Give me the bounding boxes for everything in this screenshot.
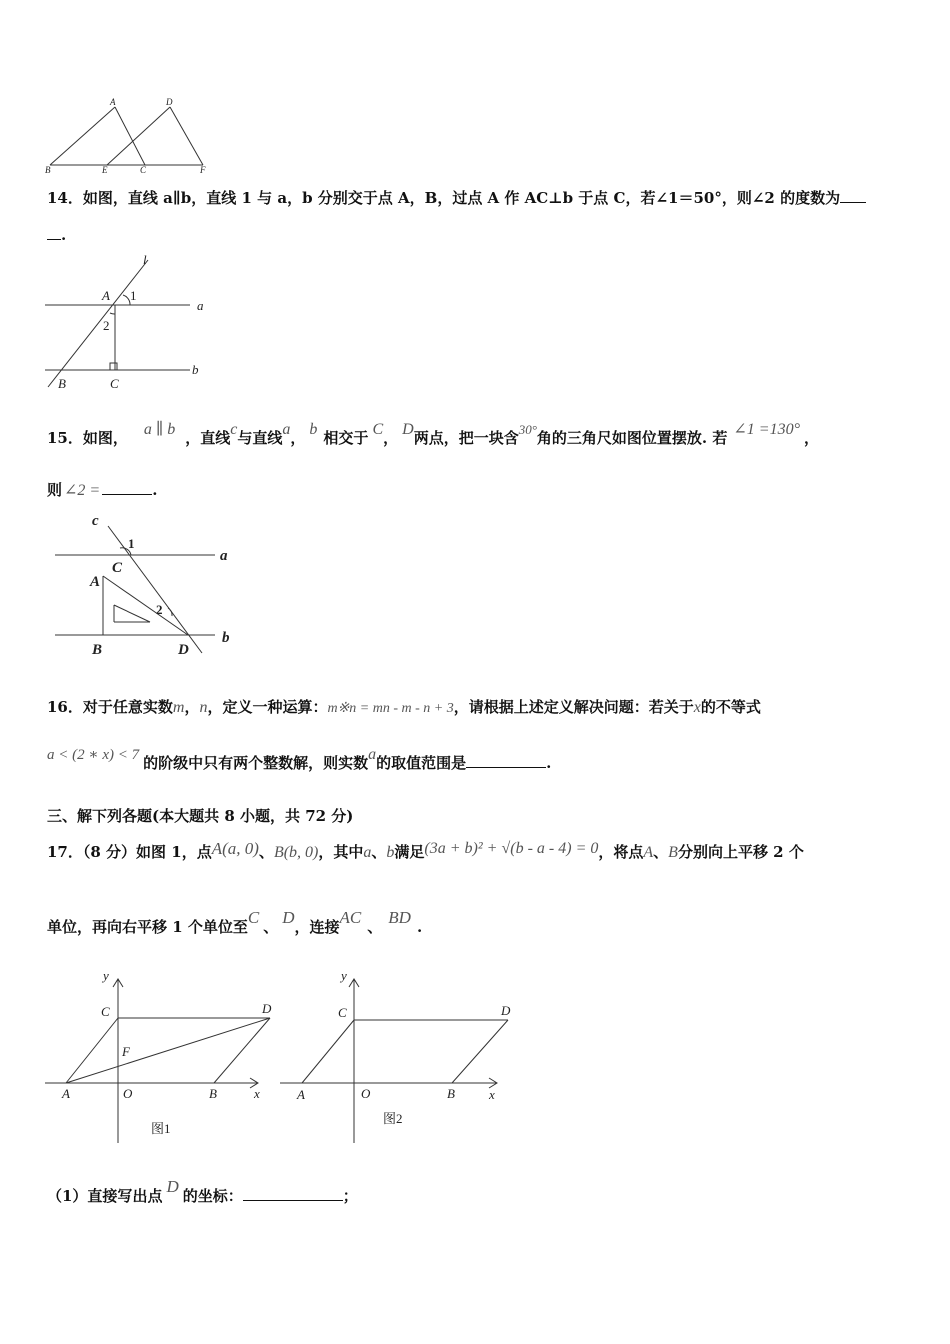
q15-text-5: ， (383, 429, 399, 447)
q15-math-D: D (402, 421, 414, 438)
q17-math-B: B(b, 0) (273, 844, 319, 861)
q16-end: . (546, 754, 552, 772)
q16-text-5: 的不等式 (700, 698, 761, 716)
q15-math-a: a (282, 421, 291, 438)
q16-text-6: 的阶级中只有两个整数解，则实数 (143, 754, 369, 772)
q17-math-B2: B (668, 844, 678, 861)
q15-text-6: 两点，把一块含 (413, 429, 519, 447)
q16-math-m: m (172, 699, 185, 716)
q17-sub1-text-2: 的坐标： (182, 1187, 243, 1205)
label-E: E (102, 165, 108, 175)
q16-text-2: ， (184, 698, 200, 716)
q17-math-D: D (282, 908, 295, 927)
label-D: D (178, 642, 189, 658)
q15-math-angle1: ∠1 =130° (733, 421, 800, 438)
label-C: C (140, 165, 147, 175)
label-C: C (101, 1004, 110, 1019)
q15-line2 (47, 480, 157, 501)
q16-text-4: ，请根据上述定义解决问题：若关于 (453, 698, 694, 716)
q14-line2 (47, 225, 66, 245)
q15-math-c: c (230, 421, 238, 438)
section-3-title: 三、解下列各题(本大题共 8 小题，共 72 分) (47, 807, 354, 825)
figure-q13-triangles (40, 95, 220, 177)
q17-math-A2: A (643, 844, 654, 861)
q15-line1 (47, 421, 819, 449)
figure-q15-triangle-ruler (50, 508, 250, 660)
q15-text-4: 相交于 (323, 429, 369, 447)
q17-line2-text-4: 、 (367, 918, 383, 936)
q17-math-AC: AC (339, 908, 362, 927)
q15-line2-prefix: 则 (47, 481, 63, 499)
q17-text-1: 17．（8 分）如图 1，点 (47, 843, 212, 861)
q16-line1 (47, 697, 761, 719)
q14-answer-blank[interactable] (840, 188, 866, 203)
label-y: y (341, 968, 347, 983)
label-a: a (220, 548, 228, 564)
label-c: c (92, 513, 99, 529)
q15-math-angle2: ∠2 = (64, 482, 101, 499)
label-a: a (197, 298, 204, 313)
figure-q14-parallel-lines (40, 252, 220, 394)
label-C: C (112, 560, 123, 576)
label-A: A (102, 288, 110, 303)
label-y: y (103, 968, 109, 983)
label-F: F (122, 1044, 130, 1059)
q15-math-b: b (309, 421, 318, 438)
label-B: B (45, 165, 51, 175)
q17-line2-end: . (416, 918, 423, 936)
label-angle-2: 2 (103, 318, 110, 333)
q15-math-C: C (372, 421, 384, 438)
q17-math-BD: BD (388, 908, 411, 927)
q14-text: 14．如图，直线 a∥b，直线 1 与 a，b 分别交于点 A，B，过点 A 作 AC⊥b 于点 C，若∠1＝50°，则∠2 的度数为 (47, 189, 841, 207)
q17-line2-text-3: ，连接 (294, 918, 340, 936)
q17-text-2: 、 (258, 843, 274, 861)
figure-q17-fig1 (40, 965, 280, 1150)
q17-line2-text-2: 、 (263, 918, 279, 936)
label-x: x (489, 1087, 495, 1102)
q17-line2-text-1: 单位，再向右平移 1 个单位至 (47, 918, 248, 936)
q15-answer-blank[interactable] (102, 480, 152, 495)
label-B: B (58, 376, 66, 391)
q17-text-3: ，其中 (318, 843, 364, 861)
label-F: F (200, 165, 206, 175)
label-b: b (192, 362, 199, 377)
q17-sub1-end: ； (342, 1187, 358, 1205)
q17-text-5: 满足 (394, 843, 425, 861)
q15-text-2: 与直线 (237, 429, 283, 447)
q17-math-A: A(a, 0) (211, 839, 259, 858)
label-A: A (297, 1087, 305, 1102)
q15-text-1: ，直线 (185, 429, 231, 447)
q16-math-a: a (368, 746, 377, 763)
q17-math-equation: (3a + b)² + √(b - a - 4) = 0 (424, 840, 599, 857)
label-B: B (447, 1086, 455, 1101)
q16-math-x: x (693, 699, 701, 716)
q15-math-a-parallel-b: a ∥ b (143, 421, 176, 438)
label-B: B (92, 642, 103, 658)
q17-math-b: b (386, 844, 395, 861)
q15-end: . (152, 481, 158, 499)
q16-answer-blank[interactable] (466, 753, 546, 768)
q17-math-C: C (247, 908, 260, 927)
label-b: b (222, 630, 230, 646)
label-angle-1: 1 (130, 288, 137, 303)
label-A: A (62, 1086, 70, 1101)
q15-text-3: ， (290, 429, 306, 447)
q16-text-7: 的取值范围是 (376, 754, 467, 772)
q17-sub1-text-1: （1）直接写出点 (47, 1187, 163, 1205)
q16-math-operation: m※n = mn - m - n + 3 (327, 701, 454, 716)
q17-math-a: a (363, 844, 372, 861)
q16-math-n: n (199, 699, 208, 716)
q14-answer-blank-cont[interactable] (47, 225, 61, 240)
label-O: O (123, 1086, 133, 1101)
label-l: l (143, 252, 147, 267)
label-x: x (254, 1086, 260, 1101)
q16-line2 (47, 746, 552, 774)
label-B: B (209, 1086, 217, 1101)
q17-sub1-math-D: D (166, 1177, 179, 1196)
q14-end: . (61, 226, 67, 244)
label-D: D (262, 1001, 272, 1016)
label-O: O (361, 1086, 371, 1101)
q17-sub1 (47, 1177, 358, 1206)
label-C: C (338, 1005, 347, 1020)
q16-math-inequality: a < (2 ∗ x) < 7 (47, 747, 140, 763)
q17-line1 (47, 839, 804, 863)
q17-line2 (47, 908, 423, 937)
q14-line1 (47, 188, 866, 208)
figure-q17-fig2 (275, 965, 525, 1150)
label-angle-2: 2 (156, 602, 163, 617)
label-A: A (110, 97, 116, 107)
q17-text-4: 、 (371, 843, 387, 861)
label-D: D (501, 1003, 511, 1018)
label-angle-1: 1 (128, 536, 135, 551)
label-C: C (110, 376, 119, 391)
q17-sub1-answer-blank[interactable] (243, 1186, 343, 1201)
q17-text-6: ，将点 (598, 843, 644, 861)
q15-text-8: ， (803, 429, 819, 447)
q15-prefix: 15．如图， (47, 429, 128, 447)
label-A: A (90, 574, 101, 590)
q16-text-3: ，定义一种运算： (207, 698, 328, 716)
figure-caption-2: 图2 (383, 1111, 403, 1126)
q17-text-7: 、 (653, 843, 669, 861)
q16-text-1: 16．对于任意实数 (47, 698, 173, 716)
q17-text-8: 分别向上平移 2 个 (677, 843, 804, 861)
label-D: D (166, 97, 173, 107)
q15-math-30deg: 30° (518, 422, 537, 437)
q15-text-7: 角的三角尺如图位置摆放. 若 (536, 429, 728, 447)
figure-caption-1: 图1 (151, 1121, 171, 1136)
